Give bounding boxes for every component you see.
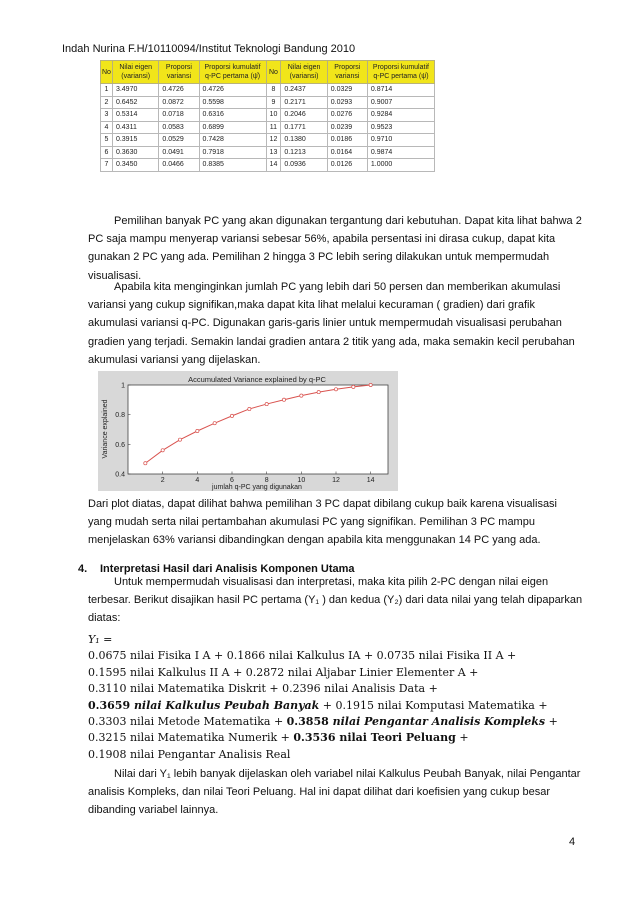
table-cell: 0.7428: [199, 134, 266, 147]
paragraph-interpretation-intro: [88, 573, 583, 628]
equation-segment: 0.3858: [286, 715, 333, 729]
table-cell: 0.0293: [327, 96, 367, 109]
data-point: [161, 449, 164, 452]
table-cell: 0.9284: [367, 109, 434, 122]
chart-title: Accumulated Variance explained by q-PC: [188, 375, 326, 384]
table-cell: 0.0491: [159, 146, 199, 159]
x-tick-label: 14: [366, 477, 375, 484]
table-row: [101, 84, 435, 97]
chart-x-label: jumlah q-PC yang digunakan: [212, 484, 302, 491]
equation-segment: nilai Pengantar Analisis Kompleks: [332, 715, 546, 729]
accumulated-variance-chart: [98, 371, 398, 491]
table-cell: 5: [101, 134, 113, 147]
table-cell: 6: [101, 146, 113, 159]
data-point: [300, 394, 303, 397]
table-cell: 0.2437: [281, 84, 327, 97]
table-row: [101, 146, 435, 159]
table-cell: 2: [101, 96, 113, 109]
equation-line: [88, 698, 588, 714]
paragraph-pc-selection: Pemilihan banyak PC yang akan digunakan tergantung dari kebutuhan. Dapat kita lihat bahwa 2 PC saja mampu menyerap variansi sebesar 56%, apabila persentasi ini dirasa cukup, dapat kita gunakan 2 PC yang ada. Pemilihan 2 hingga 3 PC lebih sering dilakukan untuk mempermudah visualisasi.: [88, 215, 582, 282]
table-header-cell: Nilai eigen (variansi): [112, 61, 158, 84]
y-tick-label: 0.4: [115, 471, 125, 479]
table-cell: 0.9874: [367, 146, 434, 159]
page-header: Indah Nurina F.H/10110094/Institut Teknologi Bandung 2010: [62, 43, 356, 55]
table-cell: 0.0329: [327, 84, 367, 97]
data-point: [178, 438, 181, 441]
section-number: 4.: [78, 563, 88, 575]
table-cell: 0.0936: [281, 159, 327, 172]
data-point: [230, 414, 233, 417]
equation-y1: [88, 632, 588, 763]
equation-line: [88, 648, 588, 664]
table-cell: 0.6899: [199, 121, 266, 134]
section-title: Interpretasi Hasil dari Analisis Komponen Utama: [100, 563, 355, 575]
x-tick-label: 4: [195, 477, 200, 484]
data-point: [213, 422, 216, 425]
table-cell: 0.1380: [281, 134, 327, 147]
equation-line: [88, 665, 588, 681]
table-header-cell: Proporsi variansi: [159, 61, 199, 84]
x-tick-label: 10: [297, 477, 306, 484]
y-tick-label: 0.6: [115, 441, 125, 449]
data-point: [352, 385, 355, 388]
table-cell: 11: [266, 121, 281, 134]
equation-line: [88, 681, 588, 697]
x-tick-label: 8: [264, 477, 269, 484]
table-cell: 0.2171: [281, 96, 327, 109]
table-cell: 0.1771: [281, 121, 327, 134]
x-tick-label: 12: [332, 477, 340, 484]
data-point: [282, 398, 285, 401]
equation-segment: +: [455, 731, 469, 745]
data-point: [144, 462, 147, 465]
equation-segment: 0.0675 nilai Fisika I A + 0.1866 nilai Kalkulus IA + 0.0735 nilai Fisika II A +: [88, 649, 517, 663]
data-point: [265, 402, 268, 405]
table-cell: 0.0718: [159, 109, 199, 122]
table-cell: 0.3630: [112, 146, 158, 159]
equation-segment: 0.3659: [88, 698, 134, 712]
table-cell: 0.1213: [281, 146, 327, 159]
table-cell: 1.0000: [367, 159, 434, 172]
table-cell: 1: [101, 84, 113, 97]
table-cell: 12: [266, 134, 281, 147]
table-cell: 0.4726: [199, 84, 266, 97]
table-cell: 14: [266, 159, 281, 172]
table-row: [101, 121, 435, 134]
equation-segment: 0.3110 nilai Matematika Diskrit + 0.2396 nilai Analisis Data +: [88, 682, 438, 696]
paragraph-gradient: Apabila kita menginginkan jumlah PC yang lebih dari 50 persen dan memberikan akumulasi variansi yang cukup signifikan,maka dapat kita lihat melalui kecuraman ( gradien) dari grafik akumulasi variansi q-PC. Digunakan garis-garis linier untuk mempermudah visualisasi perubahan gradien yang terjadi. Semakin landai gradien antara 2 titik yang ada, maka semakin kecil perubahan akumulasi variansi yang dijelaskan.: [88, 281, 575, 366]
table-cell: 7: [101, 159, 113, 172]
table-cell: 0.9710: [367, 134, 434, 147]
table-cell: 0.0186: [327, 134, 367, 147]
table-cell: 0.8385: [199, 159, 266, 172]
paragraph-plot-conclusion: Dari plot diatas, dapat dilihat bahwa pemilihan 3 PC dapat dibilang cukup baik karena visualisasi yang mudah serta nilai pertambahan akumulasi PC yang signifikan. Pemilihan 3 PC mampu menjelaskan 63% variansi dibandingkan dengan apabila kita menggunakan 14 PC yang ada.: [88, 498, 558, 547]
chart-y-label: Variance explained: [102, 399, 109, 459]
table-cell: 0.2046: [281, 109, 327, 122]
table-header-cell: No: [101, 61, 113, 84]
equation-lhs: Y₁ =: [88, 633, 113, 646]
equation-segment: 0.1595 nilai Kalkulus II A + 0.2872 nilai Aljabar Linier Elementer A +: [88, 665, 479, 679]
table-header-cell: No: [266, 61, 281, 84]
table-cell: 3.4970: [112, 84, 158, 97]
table-cell: 0.4726: [159, 84, 199, 97]
table-cell: 0.9007: [367, 96, 434, 109]
table-cell: 0.9523: [367, 121, 434, 134]
equation-line: [88, 714, 588, 730]
x-tick-label: 6: [230, 477, 234, 484]
table-cell: 0.3450: [112, 159, 158, 172]
x-tick-label: 2: [160, 477, 165, 484]
table-cell: 8: [266, 84, 281, 97]
table-cell: 0.0239: [327, 121, 367, 134]
table-cell: 0.6452: [112, 96, 158, 109]
table-cell: 0.8714: [367, 84, 434, 97]
table-cell: 4: [101, 121, 113, 134]
table-row: [101, 159, 435, 172]
y-tick-label: 0.8: [115, 412, 125, 420]
table-header-cell: Nilai eigen (variansi): [281, 61, 327, 84]
table-cell: 0.3915: [112, 134, 158, 147]
table-cell: 0.0872: [159, 96, 199, 109]
equation-segment: 0.1908 nilai Pengantar Analisis Real: [88, 747, 291, 761]
y-tick-label: 1: [121, 382, 125, 390]
table-cell: 0.0126: [327, 159, 367, 172]
equation-segment: nilai Kalkulus Peubah Banyak: [133, 698, 320, 712]
table-cell: 0.0529: [159, 134, 199, 147]
paragraph-y1-explanation: Nilai dari Y₁ lebih banyak dijelaskan oleh variabel nilai Kalkulus Peubah Banyak, nilai Pengantar analisis Kompleks, dan nilai Teori Peluang. Hal ini dapat dilihat dari koefisien yang cukup besar dibanding variabel lainnya.: [88, 768, 581, 817]
table-header-cell: Proporsi kumulatif q-PC pertama (ψ̂): [367, 61, 434, 84]
table-cell: 0.5314: [112, 109, 158, 122]
table-cell: 0.7918: [199, 146, 266, 159]
table-row: [101, 96, 435, 109]
table-header-cell: Proporsi kumulatif q-PC pertama (ψ̂): [199, 61, 266, 84]
table-cell: 0.0583: [159, 121, 199, 134]
equation-segment: + 0.1915 nilai Komputasi Matematika +: [319, 698, 548, 712]
table-cell: 0.0276: [327, 109, 367, 122]
table-cell: 0.6316: [199, 109, 266, 122]
eigenvalue-table: [100, 60, 435, 172]
page-number: 4: [569, 836, 576, 848]
table-cell: 0.0164: [327, 146, 367, 159]
equation-terms: [88, 648, 588, 763]
equation-segment: 0.3536 nilai Teori Peluang: [293, 731, 456, 745]
table-cell: 0.5598: [199, 96, 266, 109]
table-cell: 3: [101, 109, 113, 122]
table-cell: 9: [266, 96, 281, 109]
equation-segment: +: [545, 715, 558, 729]
table-row: [101, 134, 435, 147]
equation-segment: 0.3215 nilai Matematika Numerik +: [88, 731, 294, 745]
equation-line: [88, 730, 588, 746]
table-cell: 0.4311: [112, 121, 158, 134]
data-point: [317, 390, 320, 393]
data-point: [248, 407, 251, 410]
data-point: [334, 388, 337, 391]
data-point: [369, 383, 372, 386]
data-point: [196, 429, 199, 432]
table-row: [101, 109, 435, 122]
table-cell: 13: [266, 146, 281, 159]
table-cell: 10: [266, 109, 281, 122]
table-cell: 0.0466: [159, 159, 199, 172]
equation-segment: 0.3303 nilai Metode Matematika +: [88, 715, 287, 729]
equation-line: [88, 747, 588, 763]
table-header-cell: Proporsi variansi: [327, 61, 367, 84]
intro-text: Untuk mempermudah visualisasi dan interpretasi, maka kita pilih 2-PC dengan nilai eigen terbesar. Berikut disajikan hasil PC pertama (Y₁ ) dan kedua (Y₂) dari data nilai yang telah dipaparkan diatas:: [88, 576, 583, 625]
